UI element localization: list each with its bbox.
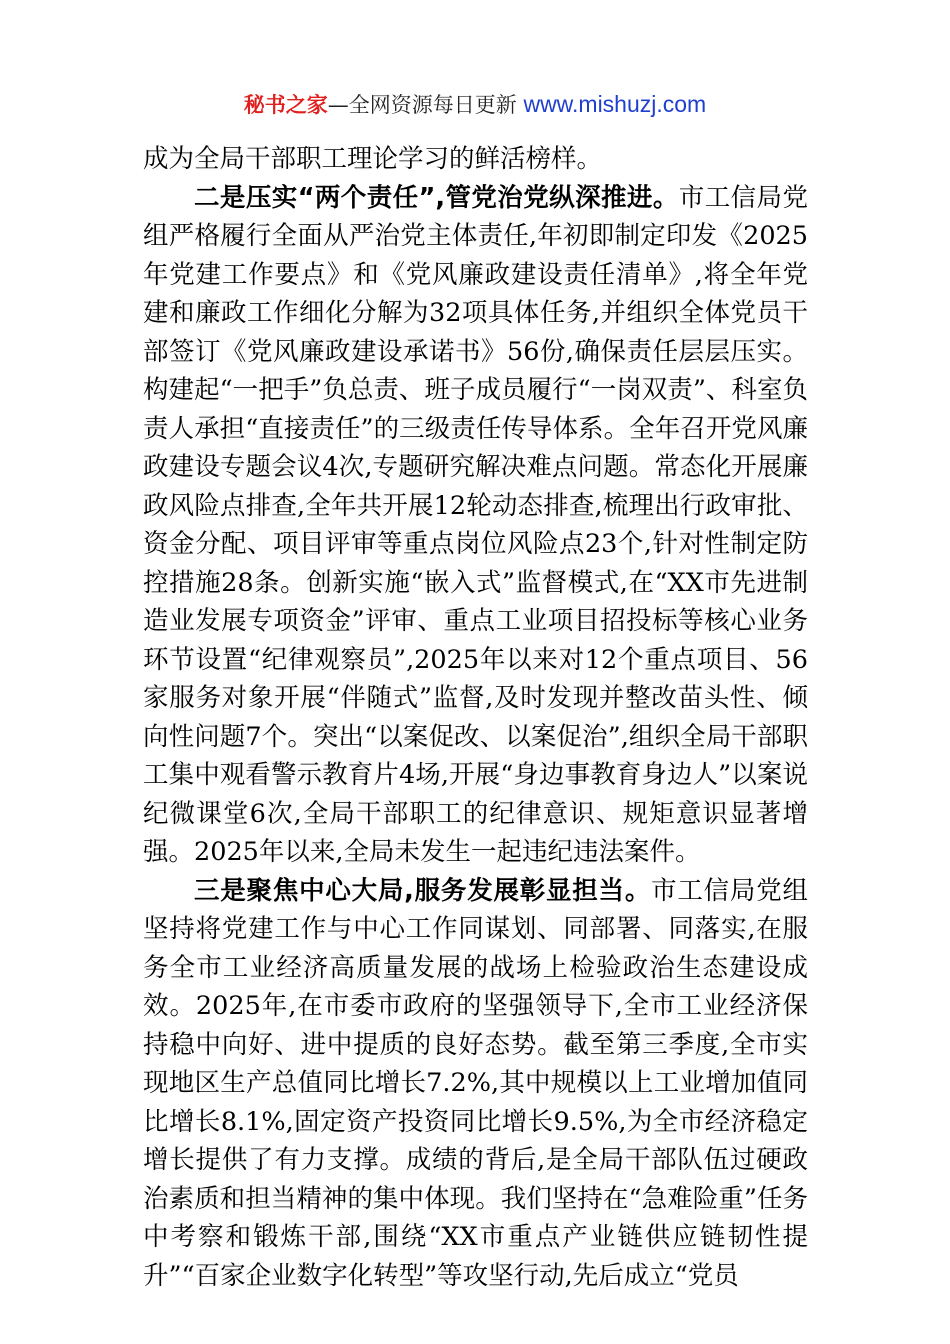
site-watermark-header	[0, 88, 950, 121]
paragraph-continuation	[143, 140, 808, 179]
paragraph-serve-development	[143, 872, 808, 1296]
paragraph-heading: 二是压实“两个责任”,管党治党纵深推进。	[194, 182, 679, 213]
paragraph-text: 市工信局党组严格履行全面从严治党主体责任,年初即制定印发《2025年党建工作要点》和《党风廉政建设责任清单》,将全年党建和廉政工作细化分解为32项具体任务,并组织全体党员干部签订《党风廉政建设承诺书》56份,确保责任层层压实。构建起“一把手”负总责、班子成员履行“一岗双责”、科室负责人承担“直接责任”的三级责任传导体系。全年召开党风廉政建设专题会议4次,专题研究解决难点问题。常态化开展廉政风险点排查,全年共开展12轮动态排查,梳理出行政审批、资金分配、项目评审等重点岗位风险点23个,针对性制定防控措施28条。创新实施“嵌入式”监督模式,在“XX市先进制造业发展专项资金”评审、重点工业项目招投标等核心业务环节设置“纪律观察员”,2025年以来对12个重点项目、56家服务对象开展“伴随式”监督,及时发现并整改苗头性、倾向性问题7个。突出“以案促改、以案促治”,组织全局干部职工集中观看警示教育片4场,开展“身边事教育身边人”以案说纪微课堂6次,全局干部职工的纪律意识、规矩意识显著增强。2025年以来,全局未发生一起违纪违法案件。	[143, 182, 808, 867]
paragraph-two-responsibilities	[143, 179, 808, 872]
site-tagline: —全网资源每日更新	[327, 93, 524, 117]
site-url-link[interactable]: www.mishuzj.com	[523, 91, 707, 117]
document-body	[143, 140, 808, 1295]
paragraph-text: 成为全局干部职工理论学习的鲜活榜样。	[143, 144, 603, 174]
site-brand: 秘书之家	[243, 93, 328, 117]
paragraph-heading: 三是聚焦中心大局,服务发展彰显担当。	[194, 875, 652, 906]
paragraph-text: 市工信局党组坚持将党建工作与中心工作同谋划、同部署、同落实,在服务全市工业经济高质量发展的战场上检验政治生态建设成效。2025年,在市委市政府的坚强领导下,全市工业经济保持稳中向好、进中提质的良好态势。截至第三季度,全市实现地区生产总值同比增长7.2%,其中规模以上工业增加值同比增长8.1%,固定资产投资同比增长9.5%,为全市经济稳定增长提供了有力支撑。成绩的背后,是全局干部队伍过硬政治素质和担当精神的集中体现。我们坚持在“急难险重”任务中考察和锻炼干部,围绕“XX市重点产业链供应链韧性提升”“百家企业数字化转型”等攻坚行动,先后成立“党员	[143, 875, 808, 1291]
